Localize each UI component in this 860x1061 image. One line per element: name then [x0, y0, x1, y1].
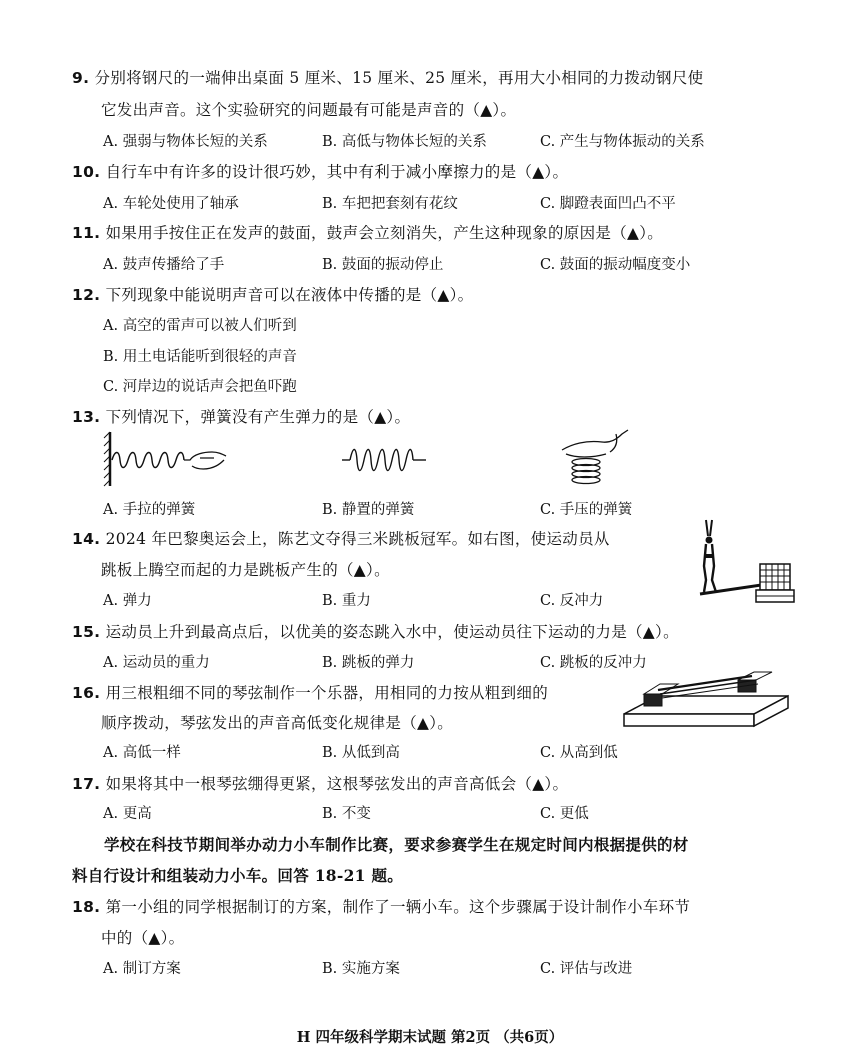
question-17-stem: 17. 如果将其中一根琴弦绷得更紧，这根琴弦发出的声音高低会（▲）。: [72, 775, 569, 793]
question-15-option-b: B. 跳板的弹力: [322, 655, 415, 671]
question-13-option-a: A. 手拉的弹簧: [103, 502, 196, 518]
question-14-stem: 14. 2024 年巴黎奥运会上，陈艺文夺得三米跳板冠军。如右图，使运动员从: [72, 530, 610, 548]
question-18-option-c: C. 评估与改进: [540, 961, 633, 977]
question-14-stem-cont: 跳板上腾空而起的力是跳板产生的（▲）。: [101, 561, 390, 579]
pressed-spring-figure: [556, 428, 636, 492]
question-9-option-b: B. 高低与物体长短的关系: [322, 134, 487, 150]
section-intro-line2: 料自行设计和组装动力小车。回答 18-21 题。: [72, 866, 404, 885]
question-16-option-a: A. 高低一样: [103, 745, 181, 761]
question-14-option-c: C. 反冲力: [540, 593, 604, 609]
question-10-option-a: A. 车轮处使用了轴承: [103, 196, 239, 212]
string-instrument-figure: [622, 670, 790, 732]
question-17-option-c: C. 更低: [540, 806, 589, 822]
question-12-option-a: A. 高空的雷声可以被人们听到: [103, 318, 297, 334]
question-17-option-a: A. 更高: [103, 806, 152, 822]
question-9-stem-cont: 它发出声音。这个实验研究的问题最有可能是声音的（▲）。: [101, 101, 517, 119]
question-13-option-b: B. 静置的弹簧: [322, 502, 415, 518]
question-9-option-c: C. 产生与物体振动的关系: [540, 134, 705, 150]
question-15-option-a: A. 运动员的重力: [103, 655, 210, 671]
static-spring-figure: [340, 440, 430, 480]
question-14-option-b: B. 重力: [322, 593, 371, 609]
pulled-spring-figure: [100, 428, 230, 490]
question-11-stem: 11. 如果用手按住正在发声的鼓面，鼓声会立刻消失，产生这种现象的原因是（▲）。: [72, 224, 664, 242]
question-9-stem: 9. 分别将钢尺的一端伸出桌面 5 厘米、15 厘米、25 厘米，再用大小相同的力拨动钢尺使: [72, 69, 704, 87]
question-12-stem: 12. 下列现象中能说明声音可以在液体中传播的是（▲）。: [72, 286, 474, 304]
question-11-option-c: C. 鼓面的振动幅度变小: [540, 257, 691, 273]
question-17-option-b: B. 不变: [322, 806, 371, 822]
question-16-stem-cont: 顺序拨动，琴弦发出的声音高低变化规律是（▲）。: [101, 714, 454, 732]
question-18-option-b: B. 实施方案: [322, 961, 400, 977]
page-footer: H 四年级科学期末试题 第2页 （共6页）: [296, 1029, 564, 1046]
question-12-option-c: C. 河岸边的说话声会把鱼吓跑: [103, 379, 297, 395]
question-18-stem: 18. 第一小组的同学根据制订的方案，制作了一辆小车。这个步骤属于设计制作小车环节: [72, 898, 691, 916]
question-16-option-c: C. 从高到低: [540, 745, 618, 761]
question-16-option-b: B. 从低到高: [322, 745, 400, 761]
question-18-option-a: A. 制订方案: [103, 961, 181, 977]
question-11-option-a: A. 鼓声传播给了手: [103, 257, 225, 273]
question-13-option-c: C. 手压的弹簧: [540, 502, 633, 518]
question-10-option-c: C. 脚蹬表面凹凸不平: [540, 196, 676, 212]
question-13-stem: 13. 下列情况下，弹簧没有产生弹力的是（▲）。: [72, 408, 411, 426]
question-14-option-a: A. 弹力: [103, 593, 152, 609]
question-10-stem: 10. 自行车中有许多的设计很巧妙，其中有利于减小摩擦力的是（▲）。: [72, 163, 569, 181]
question-10-option-b: B. 车把把套刻有花纹: [322, 196, 458, 212]
question-9-option-a: A. 强弱与物体长短的关系: [103, 134, 268, 150]
section-intro-line1: 学校在科技节期间举办动力小车制作比赛，要求参赛学生在规定时间内根据提供的材: [104, 835, 689, 854]
question-16-stem: 16. 用三根粗细不同的琴弦制作一个乐器，用相同的力按从粗到细的: [72, 684, 548, 702]
question-12-option-b: B. 用土电话能听到很轻的声音: [103, 349, 297, 365]
diving-board-figure: [692, 516, 802, 606]
question-18-stem-cont: 中的（▲）。: [101, 929, 185, 947]
question-15-stem: 15. 运动员上升到最高点后，以优美的姿态跳入水中，使运动员往下运动的力是（▲）。: [72, 623, 679, 641]
question-11-option-b: B. 鼓面的振动停止: [322, 257, 444, 273]
question-15-option-c: C. 跳板的反冲力: [540, 655, 647, 671]
